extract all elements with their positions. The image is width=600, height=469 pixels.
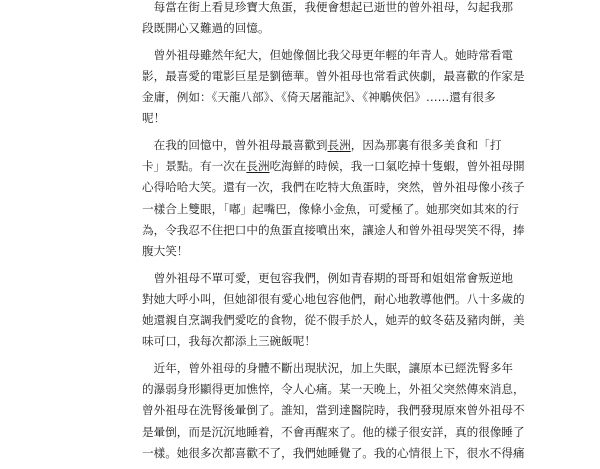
text-run: 對她大呼小叫，但她卻很有愛心地包容他們，耐心地教導他們。八十多歲的 (142, 291, 525, 306)
underlined-place-name: 長洲 (246, 159, 270, 174)
text-run: 卡」景點。有一次在 (142, 159, 247, 174)
text-line (142, 220, 525, 241)
paragraph (142, 268, 525, 353)
text-line (142, 310, 525, 331)
text-run: 曾外祖母在洗腎後暈倒了。誰知，當到達醫院時，我們發現原來曾外祖母不 (142, 403, 525, 418)
text-run: 一樣合上雙眼，「嘟」起嘴巴，像條小金魚，可愛極了。她那突如其來的行 (142, 201, 519, 216)
text-line (142, 379, 525, 400)
paragraph (142, 135, 525, 263)
text-run: 一樣。她很多次都喜歡不了，我們她睡覺了。我的心情很上下，很水不得痛 (142, 445, 525, 460)
text-run: 味可口，我每次都添上三碗飯呢！ (142, 334, 316, 349)
text-line (142, 108, 458, 129)
text-line (142, 289, 525, 310)
text-run: 為，令我忍不住把口中的魚蛋直接噴出來，讓途人和曾外祖母哭笑不得，捧 (142, 222, 525, 237)
text-run: 曾外祖母雖然年紀大，但她像個比我父母更年輕的年青人。她時常看電 (142, 47, 514, 62)
text-run: 曾外祖母不單可愛，更包容我們，例如青春期的哥哥和姐姐常會叛逆地 (142, 270, 514, 285)
text-line (142, 358, 514, 379)
text-line (142, 422, 525, 443)
text-line (142, 241, 458, 262)
text-run: 她還親自烹調我們愛吃的食物，從不假手於人，她弄的蚊冬菇及豬肉餅，美 (142, 313, 525, 328)
text-line (142, 0, 514, 18)
text-run: 心得哈哈大笑。還有一次，我們在吃特大魚蛋時，突然，曾外祖母像小孩子 (142, 180, 525, 195)
text-run: 在我的回憶中，曾外祖母最喜歡到 (142, 137, 328, 152)
text-line (142, 268, 514, 289)
paragraph (142, 45, 525, 130)
text-run: 腹大笑！ (142, 244, 189, 259)
text-line (142, 18, 458, 39)
text-line (142, 135, 502, 156)
text-line (142, 156, 525, 177)
text-run: 每當在街上看見珍寶大魚蛋，我便會想起已逝世的曾外祖母，勾起我那 (142, 0, 514, 14)
text-line (142, 443, 525, 464)
essay-body (142, 0, 525, 469)
text-line (142, 400, 525, 421)
text-run: 的瀑弱身形顯得更加憔悴，令人心痛。某一天晚上，外祖父突然傳來消息， (142, 382, 525, 397)
underlined-place-name: 長洲 (327, 137, 351, 152)
paragraph (142, 0, 514, 40)
text-line (142, 331, 458, 352)
text-run: 呢！ (142, 111, 166, 126)
text-line (142, 66, 525, 87)
text-run: 金庸，例如：《天龍八部》、《倚天屠龍記》、《神鵰俠侶》……還有很多 (142, 90, 496, 105)
text-run: 吃海鮮的時候，我一口氣吃掉十隻蝦，曾外祖母開 (269, 159, 525, 174)
text-run: 段既開心又難過的回憶。 (142, 21, 270, 36)
text-run: 影，最喜愛的電影巨星是劉德華。曾外祖母也常看武俠劇，最喜歡的作家是 (142, 68, 525, 83)
text-line (142, 199, 519, 220)
text-run: 近年，曾外祖母的身體不斷出現狀況，加上失眠，讓原本已經洗腎多年 (142, 360, 514, 375)
text-line (142, 45, 514, 66)
text-run: ，因為那裏有很多美食和「打 (350, 137, 502, 152)
text-run: 是暈倒，而是沉沉地睡着，不會再醒來了。他的樣子很安詳，真的很像睡了 (142, 424, 525, 439)
text-line (142, 87, 496, 108)
paragraph (142, 358, 525, 464)
text-line (142, 177, 525, 198)
